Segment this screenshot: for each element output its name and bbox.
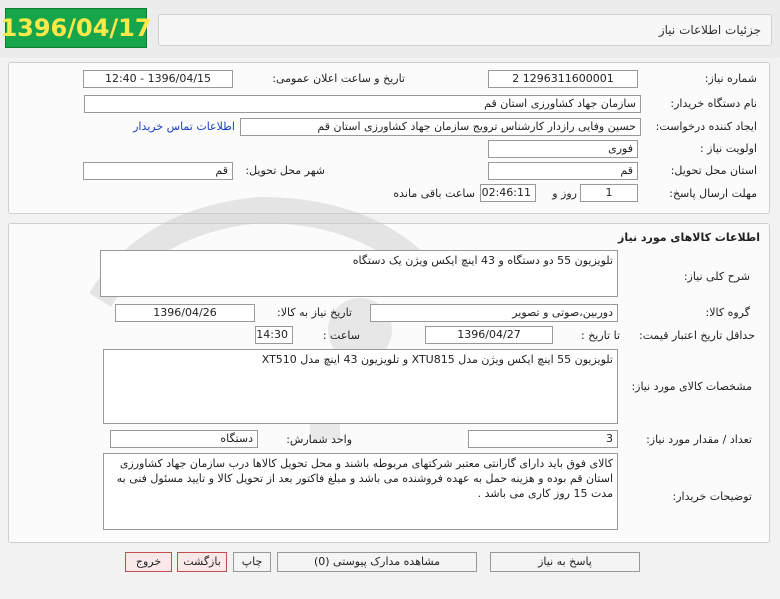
buyer-contact-link[interactable]: اطلاعات تماس خریدار bbox=[133, 120, 235, 133]
print-button[interactable]: چاپ bbox=[233, 552, 271, 572]
quantity-field: 3 bbox=[468, 430, 618, 448]
spec-label: مشخصات کالای مورد نیاز: bbox=[631, 380, 752, 393]
buyer-notes-textarea[interactable]: کالای فوق باید دارای گارانتی معتبر شرکتهای مربوطه باشند و محل تحویل کالاها درب سازمان جهاد کشاورزی استان قم بوده و هزینه حمل به عهده فروشنده می باشد و مبلغ فاکتور بعد از تحویل کالا و تایید مسئول فنی به مدت 15 روز کاری می باشد . bbox=[103, 453, 618, 530]
buyer-org-field: سازمان جهاد کشاورزی استان قم bbox=[84, 95, 641, 113]
deadline-time-field: 02:46:11 bbox=[480, 184, 536, 202]
buyer-org-label: نام دستگاه خریدار: bbox=[670, 97, 757, 110]
attachments-button[interactable]: مشاهده مدارک پیوستی (0) bbox=[277, 552, 477, 572]
price-validity-label: حداقل تاریخ اعتبار قیمت: bbox=[639, 329, 755, 342]
priority-field: فوری bbox=[488, 140, 638, 158]
delivery-city-field: قم bbox=[83, 162, 233, 180]
exit-button[interactable]: خروج bbox=[125, 552, 172, 572]
summary-textarea[interactable]: تلویزیون 55 دو دستگاه و 43 اینچ ایکس ویژن یک دستگاه bbox=[100, 250, 618, 297]
deadline-label: مهلت ارسال پاسخ: bbox=[669, 187, 757, 200]
buyer-notes-label: توضیحات خریدار: bbox=[672, 490, 752, 503]
summary-label: شرح کلی نیاز: bbox=[683, 270, 750, 283]
goods-group-field: دوربین،صوتی و تصویر bbox=[370, 304, 618, 322]
delivery-province-label: استان محل تحویل: bbox=[670, 164, 757, 177]
validity-time-field: 14:30 bbox=[255, 326, 293, 344]
days-word: روز و bbox=[552, 187, 577, 200]
validity-time-label: ساعت : bbox=[322, 329, 360, 342]
requester-label: ایجاد کننده درخواست: bbox=[655, 120, 757, 133]
need-date-field: 1396/04/26 bbox=[115, 304, 255, 322]
to-date-field: 1396/04/27 bbox=[425, 326, 553, 344]
remaining-word: ساعت باقی مانده bbox=[393, 187, 475, 200]
header-date: 1396/04/17 bbox=[5, 8, 147, 48]
unit-field: دستگاه bbox=[110, 430, 258, 448]
requester-field: حسین وفایی رازدار کارشناس ترویج سازمان جهاد کشاورزی استان قم bbox=[240, 118, 641, 136]
goods-group-label: گروه کالا: bbox=[705, 306, 750, 319]
reply-button[interactable]: پاسخ به نیاز bbox=[490, 552, 640, 572]
deadline-days-field: 1 bbox=[580, 184, 638, 202]
goods-section-title: اطلاعات کالاهای مورد نیاز bbox=[618, 231, 760, 244]
need-number-label: شماره نیاز: bbox=[704, 72, 757, 85]
back-button[interactable]: بازگشت bbox=[177, 552, 227, 572]
announce-datetime-label: تاریخ و ساعت اعلان عمومی: bbox=[272, 72, 405, 85]
to-date-label: تا تاریخ : bbox=[581, 329, 620, 342]
page-title: جزئیات اطلاعات نیاز bbox=[158, 14, 772, 46]
quantity-label: تعداد / مقدار مورد نیاز: bbox=[646, 433, 752, 446]
need-number-field: 1296311600001 2 bbox=[488, 70, 638, 88]
unit-label: واحد شمارش: bbox=[286, 433, 352, 446]
spec-textarea[interactable]: تلویزیون 55 اینچ ایکس ویژن مدل XTU815 و تلویزیون 43 اینچ مدل XT510 bbox=[103, 349, 618, 424]
priority-label: اولویت نیاز : bbox=[699, 142, 757, 155]
delivery-province-field: قم bbox=[488, 162, 638, 180]
announce-datetime-field: 1396/04/15 - 12:40 bbox=[83, 70, 233, 88]
need-date-label: تاریخ نیاز به کالا: bbox=[277, 306, 352, 319]
delivery-city-label: شهر محل تحویل: bbox=[245, 164, 325, 177]
